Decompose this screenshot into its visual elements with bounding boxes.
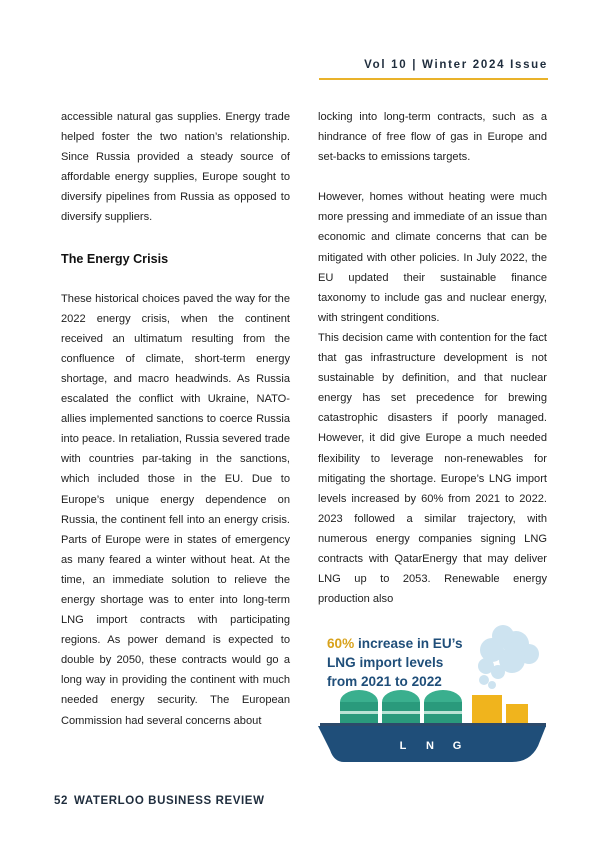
- issue-header: Vol 10 | Winter 2024 Issue: [364, 59, 548, 71]
- callout-line: from 2021 to 2022: [327, 674, 442, 689]
- paragraph: These historical choices paved the way for the 2022 energy crisis, when the continent received an ultimatum resulting from the confluence of climate, short-term energy shortage, and macro headwinds. As Russia escalated the conflict with Ukraine, NATO-allies implemented sanctions to coerce Russia into peace. In retaliation, Russia severed trade with countries par-taking in the sanctions, which included those in the EU. Due to Europe’s unique energy dependence on Russia, the continent fell into an energy crisis. Parts of Europe were in states of emergency as many feared a winter without heat. At the time, an immediate solution to relieve the energy shortage was to enter into long-term LNG import contracts with participating regions. As power demand is expected to double by 2050, these contracts would go a long way in providing the continent with much needed energy security. The European Commission had several concerns about: [61, 292, 290, 727]
- hull-letter-g: G: [452, 740, 462, 752]
- lng-tank-icon: [340, 690, 462, 726]
- section-heading: The Energy Crisis: [61, 251, 169, 266]
- smokestack-icon: [472, 695, 528, 726]
- page-footer: [54, 795, 265, 807]
- hull-letter-n: N: [426, 740, 434, 752]
- callout-highlight: 60%: [327, 636, 355, 651]
- callout-text: [327, 634, 497, 691]
- hull-letter-l: L: [399, 740, 407, 752]
- paragraph: accessible natural gas supplies. Energy trade helped foster the two nation’s relationship. Since Russia provided a steady source of affordable energy supplies, Europe sought to diversify pipelines from Russia as opposed to diversify suppliers.: [61, 111, 290, 224]
- page-number: 52: [54, 795, 68, 807]
- callout-line: increase in EU’s: [354, 636, 463, 651]
- paragraph: locking into long-term contracts, such as a hindrance of free flow of gas in Europe and set-backs to emissions targets.: [318, 111, 547, 164]
- callout-line: LNG import levels: [327, 655, 444, 670]
- left-column: [61, 107, 290, 731]
- right-column: [318, 107, 547, 609]
- header-divider: [319, 78, 548, 80]
- paragraph: This decision came with contention for the fact that gas infrastructure development is not sustainable by definition, and that nuclear energy has set precedence for brewing catastrophic disasters if poorly managed. However, it did give Europe a much needed flexibility to leverage non-renewables for mitigating the shortage. Europe’s LNG import levels increased by 60% from 2021 to 2022. 2023 followed a similar trajectory, with numerous energy companies signing LNG contracts with QatarEnergy that may deliver LNG up to 2053. Renewable energy production also: [318, 331, 547, 606]
- paragraph: However, homes without heating were much more pressing and immediate of an issue than economic and climate concerns that can be mitigated with other policies. In July 2022, the EU updated their sustainable finance taxonomy to include gas and nuclear energy, with stringent conditions.: [318, 191, 547, 324]
- publication-name: WATERLOO BUSINESS REVIEW: [74, 795, 265, 807]
- paragraph-gap: [318, 167, 547, 187]
